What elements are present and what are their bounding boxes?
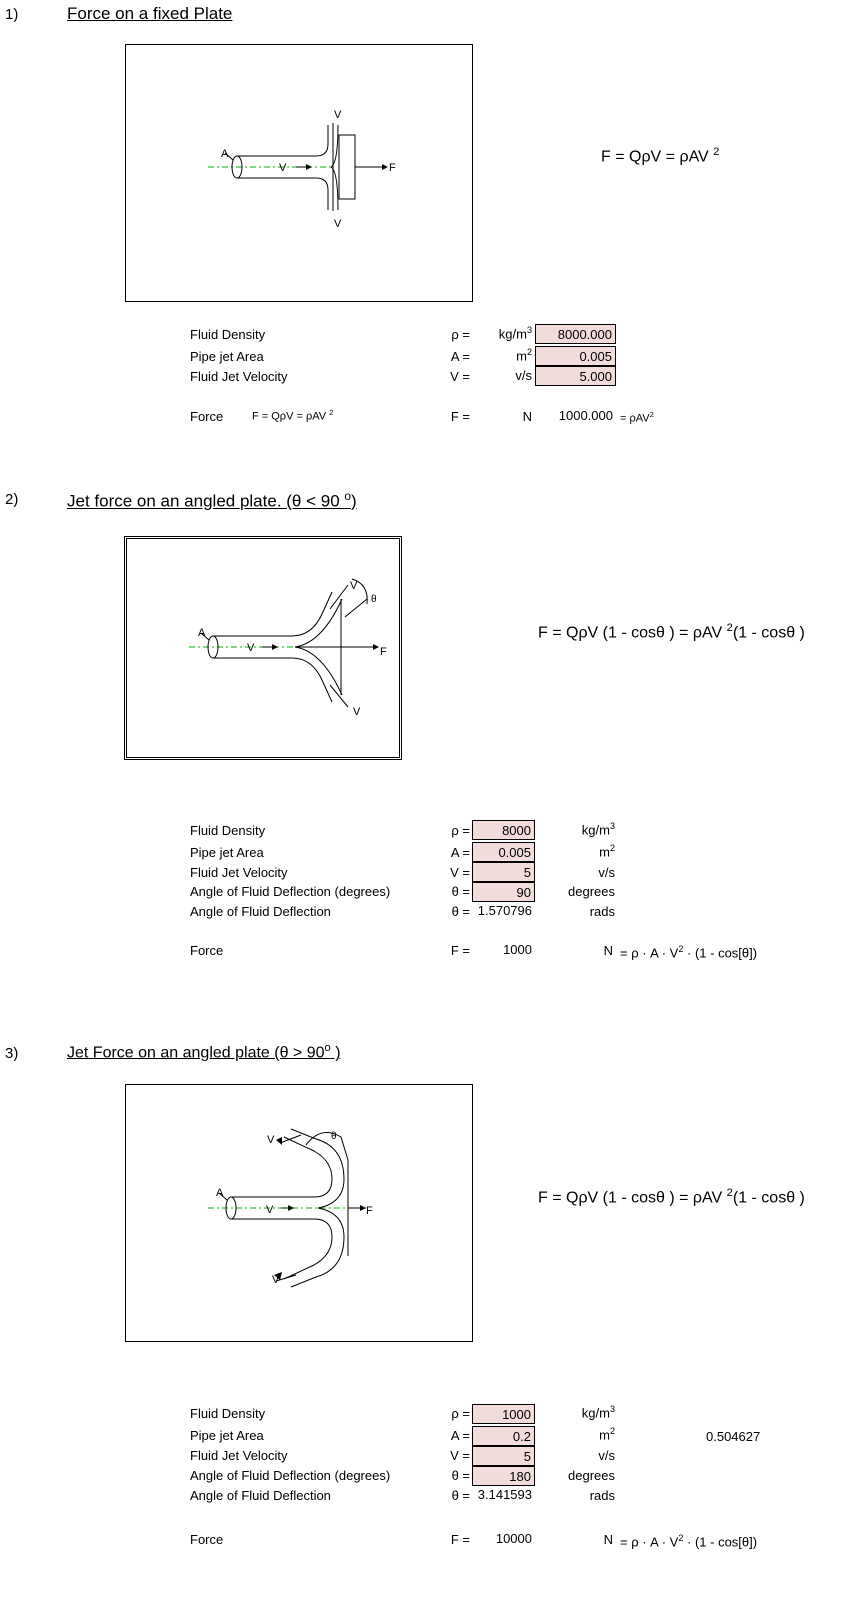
section-3-number: 3)	[5, 1045, 19, 1062]
s3-velocity-unit: v/s	[598, 1448, 615, 1463]
s3-force-symbol: F =	[450, 1532, 470, 1547]
s3-force-label: Force	[190, 1532, 224, 1547]
s2-density-input[interactable]: 8000	[472, 820, 535, 840]
s2-density-unit: $kg/m^3$	[581, 821, 615, 838]
label-v-top: V	[334, 109, 342, 121]
label-v: V	[266, 1204, 274, 1216]
s2-angle-deg-unit: degrees	[568, 884, 615, 899]
s3-density-label: Fluid Density	[190, 1406, 266, 1421]
label-theta: θ	[371, 594, 377, 605]
s1-force-unit: N	[522, 409, 532, 424]
section-1-diagram	[125, 44, 473, 302]
s1-density-unit: $kg/m^3$	[498, 325, 532, 342]
s3-area-symbol: A =	[450, 1428, 470, 1443]
section-1-number: 1)	[5, 6, 19, 23]
fixed-plate-diagram	[126, 45, 472, 301]
s1-force-note: = ρAV$^2$	[620, 410, 654, 425]
s1-force-value: 1000.000	[558, 408, 613, 423]
section-3-formula: F = QρV (1 - cosθ ) = ρAV $^2$(1 - cosθ )	[538, 1187, 805, 1207]
label-f: F	[366, 1205, 373, 1217]
s2-velocity-input[interactable]: 5	[472, 862, 535, 882]
s2-area-symbol: A =	[450, 845, 470, 860]
reversing-plate-diagram	[126, 1085, 472, 1341]
s3-angle-deg-label: Angle of Fluid Deflection (degrees)	[190, 1468, 391, 1483]
label-v: V	[279, 162, 287, 174]
s3-area-label: Pipe jet Area	[190, 1428, 264, 1443]
s1-velocity-symbol: V =	[450, 369, 470, 384]
s3-force-note: = $\rho \cdot A \cdot V^2 \cdot (1 - \cos[\theta])$	[620, 1533, 758, 1550]
s2-angle-deg-label: Angle of Fluid Deflection (degrees)	[190, 884, 391, 899]
s1-density-input[interactable]: 8000.000	[535, 324, 616, 344]
s1-area-symbol: A =	[450, 349, 470, 364]
label-f: F	[380, 646, 387, 658]
s1-velocity-unit: v/s	[515, 368, 532, 383]
s3-force-unit: N	[603, 1532, 613, 1547]
s3-density-symbol: ρ =	[451, 1406, 470, 1421]
s2-density-label: Fluid Density	[190, 823, 266, 838]
s2-area-input[interactable]: 0.005	[472, 842, 535, 862]
s2-area-unit: $m^2$	[599, 843, 615, 860]
section-3-diagram	[125, 1084, 473, 1342]
s2-angle-rad-label: Angle of Fluid Deflection	[190, 904, 331, 919]
section-1-title: Force on a fixed Plate	[67, 4, 233, 23]
s2-angle-rad-value: 1.570796	[477, 903, 532, 918]
label-v-bottom: V	[353, 706, 361, 718]
s1-velocity-input[interactable]: 5.000	[535, 366, 616, 386]
s3-velocity-label: Fluid Jet Velocity	[190, 1448, 288, 1463]
s3-angle-rad-symbol: θ =	[451, 1488, 470, 1503]
s2-area-label: Pipe jet Area	[190, 845, 264, 860]
s2-density-symbol: ρ =	[451, 823, 470, 838]
section-1-formula: F = QρV = ρAV $^2$	[601, 146, 720, 166]
section-2-diagram	[124, 536, 402, 760]
s3-angle-deg-input[interactable]: 180	[472, 1466, 535, 1486]
s1-area-input[interactable]: 0.005	[535, 346, 616, 366]
s3-density-unit: $kg/m^3$	[581, 1404, 615, 1421]
s2-force-unit: N	[603, 943, 613, 958]
s1-force-label: Force	[190, 409, 224, 424]
s3-force-value: 10000	[495, 1531, 532, 1546]
s2-velocity-unit: v/s	[598, 865, 615, 880]
s1-density-symbol: ρ =	[451, 327, 470, 342]
s3-velocity-input[interactable]: 5	[472, 1446, 535, 1466]
label-a: A	[216, 1187, 224, 1199]
s1-density-label: Fluid Density	[190, 327, 266, 342]
s3-area-input[interactable]: 0.2	[472, 1426, 535, 1446]
label-v-bottom: V	[272, 1274, 280, 1286]
s2-velocity-symbol: V =	[450, 865, 470, 880]
s3-angle-deg-unit: degrees	[568, 1468, 615, 1483]
label-v-top: V	[267, 1134, 275, 1146]
label-f: F	[389, 162, 396, 174]
s2-angle-rad-symbol: θ =	[451, 904, 470, 919]
section-2-title: Jet force on an angled plate. (θ < 90 $^o$)	[67, 489, 357, 511]
s3-velocity-symbol: V =	[450, 1448, 470, 1463]
s1-force-formula: F = QρV = ρAV $^2$	[252, 408, 334, 423]
s2-velocity-label: Fluid Jet Velocity	[190, 865, 288, 880]
s3-area-side-value: 0.504627	[706, 1429, 761, 1444]
s1-area-unit: $m^2$	[516, 347, 532, 364]
label-a: A	[221, 148, 229, 160]
s3-area-unit: $m^2$	[599, 1426, 615, 1443]
label-v: V	[247, 642, 255, 654]
label-theta: θ	[331, 1131, 337, 1142]
s3-density-input[interactable]: 1000	[472, 1404, 535, 1424]
s1-force-symbol: F =	[450, 409, 470, 424]
s3-angle-rad-value: 3.141593	[477, 1487, 532, 1502]
section-3-title: Jet Force on an angled plate ($\theta > 90^o$ )	[67, 1042, 341, 1062]
label-v-bottom: V	[334, 218, 342, 230]
s1-velocity-label: Fluid Jet Velocity	[190, 369, 288, 384]
angled-plate-diagram	[127, 539, 399, 757]
section-2-number: 2)	[5, 491, 19, 508]
s2-angle-deg-input[interactable]: 90	[472, 882, 535, 902]
s3-angle-rad-unit: rads	[589, 1488, 615, 1503]
s2-angle-deg-symbol: θ =	[451, 884, 470, 899]
s2-force-label: Force	[190, 943, 224, 958]
s2-angle-rad-unit: rads	[589, 904, 615, 919]
label-a: A	[198, 627, 206, 639]
s3-angle-deg-symbol: θ =	[451, 1468, 470, 1483]
s2-force-note: = $\rho \cdot A \cdot V^2 \cdot (1 - \cos[\theta])$	[620, 944, 758, 961]
label-v-top: V	[350, 580, 358, 592]
s1-area-label: Pipe jet Area	[190, 349, 264, 364]
section-2-formula: F = QρV (1 - cosθ ) = ρAV $^2$(1 - cosθ )	[538, 622, 805, 642]
s2-force-symbol: F =	[450, 943, 470, 958]
s3-angle-rad-label: Angle of Fluid Deflection	[190, 1488, 331, 1503]
s2-force-value: 1000	[503, 942, 532, 957]
